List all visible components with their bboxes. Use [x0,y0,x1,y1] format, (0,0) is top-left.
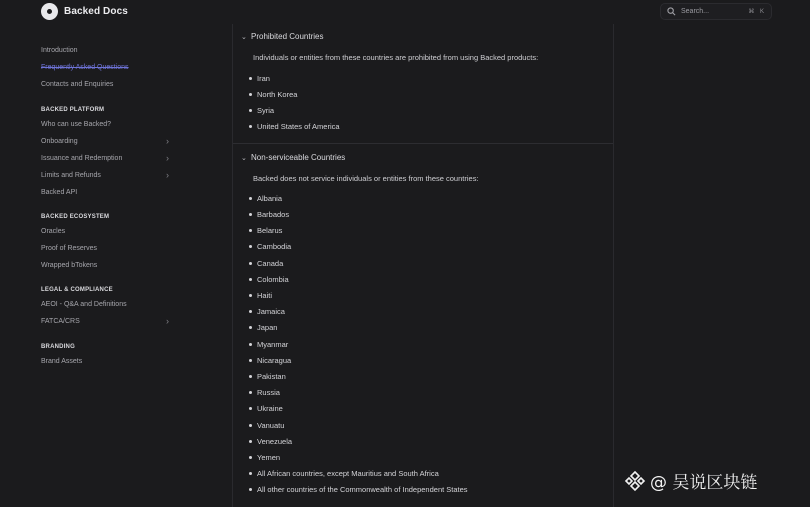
sidebar-item-proof-of-reserves[interactable]: Proof of Reserves [41,245,98,252]
list-item: Russia [257,388,280,397]
chevron-right-icon[interactable]: › [166,316,169,326]
list-item: Vanuatu [257,421,285,430]
list-item: North Korea [257,90,298,99]
sidebar-item-issuance[interactable]: Issuance and Redemption [41,155,123,162]
chevron-down-icon: ⌄ [241,33,247,41]
sidebar-item-who-can-use[interactable]: Who can use Backed? [41,121,112,128]
search-shortcut: ⌘ K [748,9,766,15]
search-box[interactable] [660,3,772,20]
search-placeholder: Search... [681,8,710,15]
chevron-right-icon[interactable]: › [166,136,169,146]
section-title-branding: BRANDING [41,344,75,350]
backed-logo-icon[interactable] [41,3,58,20]
watermark [624,468,757,493]
accordion-title: Prohibited Countries [251,32,324,41]
sidebar-item-oracles[interactable]: Oracles [41,228,66,235]
nonserviceable-intro: Backed does not service individuals or entities from these countries: [253,174,479,183]
list-item: Iran [257,74,270,83]
section-title-legal-compliance: LEGAL & COMPLIANCE [41,287,113,293]
section-divider [233,143,613,144]
list-item: Syria [257,106,275,115]
accordion-non-serviceable-countries[interactable] [241,153,345,162]
list-item: Albania [257,194,283,203]
list-item: All African countries, except Mauritius and South Africa [257,469,439,478]
list-item: United States of America [257,122,340,131]
sidebar-item-onboarding[interactable]: Onboarding [41,138,78,145]
chevron-right-icon[interactable]: › [166,170,169,180]
sidebar-item-fatca-crs[interactable]: FATCA/CRS [41,318,80,325]
sidebar-item-contacts[interactable]: Contacts and Enquiries [41,81,114,88]
list-item: All other countries of the Commonwealth of Independent States [257,485,468,494]
prohibited-intro: Individuals or entities from these countries are prohibited from using Backed products: [253,53,539,62]
sidebar-item-backed-api[interactable]: Backed API [41,189,78,196]
sidebar-item-faq[interactable]: Frequently Asked Questions [41,64,129,71]
chevron-down-icon: ⌄ [241,154,247,162]
list-item: Colombia [257,275,289,284]
brand-title[interactable]: Backed Docs [64,6,128,17]
sidebar-item-wrapped-btokens[interactable]: Wrapped bTokens [41,262,98,269]
list-item: Cambodia [257,242,292,251]
list-item: Canada [257,259,284,268]
list-item: Myanmar [257,340,289,349]
search-icon [667,7,676,16]
list-item: Haiti [257,291,273,300]
list-item: Jamaica [257,307,285,316]
watermark-text: @ 吴说区块链 [650,473,758,493]
list-item: Belarus [257,226,283,235]
list-item: Pakistan [257,372,286,381]
section-title-backed-ecosystem: BACKED ECOSYSTEM [41,214,110,220]
list-item: Nicaragua [257,356,292,365]
list-item: Japan [257,323,278,332]
sidebar-item-aeoi[interactable]: AEOI - Q&A and Definitions [41,301,127,308]
sidebar-item-brand-assets[interactable]: Brand Assets [41,358,83,365]
sidebar [0,30,232,507]
binance-diamond-icon [624,470,646,492]
list-item: Yemen [257,453,281,462]
list-item: Venezuela [257,437,293,446]
accordion-prohibited-countries[interactable] [241,32,323,41]
list-item: Barbados [257,210,290,219]
sidebar-item-limits[interactable]: Limits and Refunds [41,172,101,179]
main-content [232,24,614,507]
list-item: Ukraine [257,404,283,413]
top-bar [0,0,810,24]
accordion-title: Non-serviceable Countries [251,153,346,162]
section-title-backed-platform: BACKED PLATFORM [41,107,105,113]
chevron-right-icon[interactable]: › [166,153,169,163]
sidebar-item-introduction[interactable]: Introduction [41,47,78,54]
